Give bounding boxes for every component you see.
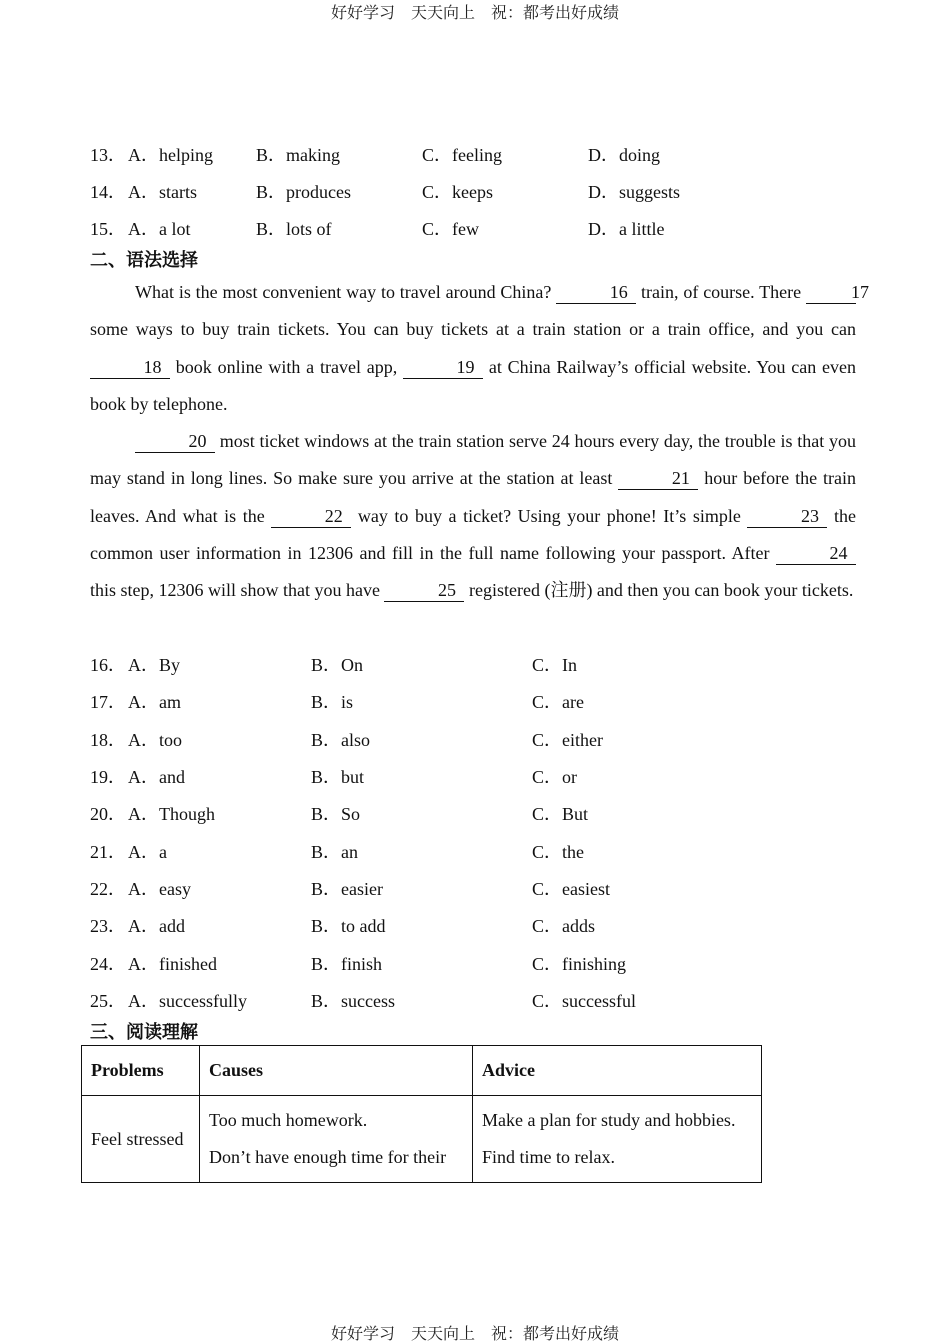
page-header: 好好学习 天天向上 祝：都考出好成绩 (330, 3, 619, 22)
option-b: B．is (311, 692, 354, 712)
question-number: 22． (90, 879, 126, 899)
question-number: 20． (90, 804, 126, 824)
option-c: C．or (532, 767, 577, 787)
option-c: C．But (532, 804, 589, 824)
advice-line: Find time to relax. (482, 1147, 615, 1167)
question-number: 17． (90, 692, 126, 712)
passage (90, 274, 869, 610)
question-number: 24． (90, 954, 126, 974)
cell-problem: Feel stressed (82, 1096, 200, 1183)
question-number: 14． (90, 182, 126, 202)
question-number: 15． (90, 219, 126, 239)
option-a: A．starts (128, 182, 197, 202)
option-c: C．few (422, 219, 479, 239)
question-number: 18． (90, 730, 126, 750)
blank-17: 17 (806, 281, 856, 304)
cause-line: Too much homework. (209, 1110, 368, 1130)
blank-19: 19 (403, 356, 483, 379)
option-b: B．easier (311, 879, 383, 899)
page-footer: 好好学习 天天向上 祝：都考出好成绩 (330, 1324, 619, 1343)
blank-20: 20 (135, 430, 215, 453)
blank-23: 23 (747, 505, 827, 528)
option-d: D．doing (588, 145, 660, 165)
question-number: 13． (90, 145, 126, 165)
option-b: B．So (311, 804, 361, 824)
option-a: A．By (128, 655, 181, 675)
section-title-grammar: 二、语法选择 (90, 250, 198, 271)
option-b: B．but (311, 767, 365, 787)
option-c: C．easiest (532, 879, 610, 899)
blank-25: 25 (384, 579, 464, 602)
option-b: B．also (311, 730, 371, 750)
blank-16: 16 (556, 281, 636, 304)
option-d: D．a little (588, 219, 665, 239)
passage-paragraph-2: 20 most ticket windows at the train station serve 24 hours every day, the trouble is that you may stand in long lines. So make sure you arrive at the station at least 21 hour before the train leaves. And what is the 22 way to buy a ticket? Using your phone! It’s simple 23 the common user information in 12306 and fill in the full name following your passport. After 24 this step, 12306 will show that you have 25 registered (注册) and then you can book your tickets. (90, 431, 857, 601)
passage-paragraph-1: What is the most convenient way to travel around China? 16 train, of course. There 17 some ways to buy train tickets. You can buy tickets at a train station or a train office, and you can 18 book online with a travel app, 19 at China Railway’s official website. You can even book by telephone. (90, 282, 869, 414)
option-c: C．keeps (422, 182, 493, 202)
option-c: C．finishing (532, 954, 627, 974)
option-c: C．feeling (422, 145, 502, 165)
reading-table (81, 1045, 762, 1183)
question-number: 23． (90, 916, 126, 936)
option-a: A．and (128, 767, 185, 787)
blank-22: 22 (271, 505, 351, 528)
option-c: C．adds (532, 916, 595, 936)
option-c: C．In (532, 655, 577, 675)
option-a: A．add (128, 916, 185, 936)
option-b: B．lots of (256, 219, 332, 239)
option-a: A．helping (128, 145, 213, 165)
advice-line: Make a plan for study and hobbies. (482, 1110, 736, 1130)
option-b: B．to add (311, 916, 386, 936)
option-a: A．easy (128, 879, 191, 899)
blank-18: 18 (90, 356, 170, 379)
blank-21: 21 (618, 467, 698, 490)
option-c: C．either (532, 730, 603, 750)
blank-24: 24 (776, 542, 856, 565)
option-b: B．produces (256, 182, 351, 202)
option-a: A．successfully (128, 991, 247, 1011)
option-a: A．finished (128, 954, 217, 974)
header-problems: Problems (82, 1046, 200, 1096)
cause-line: Don’t have enough time for their (209, 1147, 447, 1167)
option-a: A．a (128, 842, 167, 862)
option-a: A．Though (128, 804, 215, 824)
cell-advice (473, 1096, 762, 1183)
section-title-reading: 三、阅读理解 (90, 1022, 198, 1043)
option-c: C．are (532, 692, 584, 712)
table-row (82, 1096, 762, 1183)
question-number: 16． (90, 655, 126, 675)
option-b: B．finish (311, 954, 383, 974)
option-b: B．On (311, 655, 364, 675)
option-a: A．am (128, 692, 181, 712)
option-a: A．a lot (128, 219, 191, 239)
cell-causes (200, 1096, 473, 1183)
question-number: 21． (90, 842, 126, 862)
option-c: C．successful (532, 991, 636, 1011)
option-a: A．too (128, 730, 182, 750)
question-number: 19． (90, 767, 126, 787)
option-b: B．success (311, 991, 395, 1011)
header-advice: Advice (473, 1046, 762, 1096)
option-c: C．the (532, 842, 584, 862)
table-header-row (82, 1046, 762, 1096)
option-b: B．an (311, 842, 358, 862)
option-d: D．suggests (588, 182, 681, 202)
question-number: 25． (90, 991, 126, 1011)
header-causes: Causes (200, 1046, 473, 1096)
option-b: B．making (256, 145, 340, 165)
